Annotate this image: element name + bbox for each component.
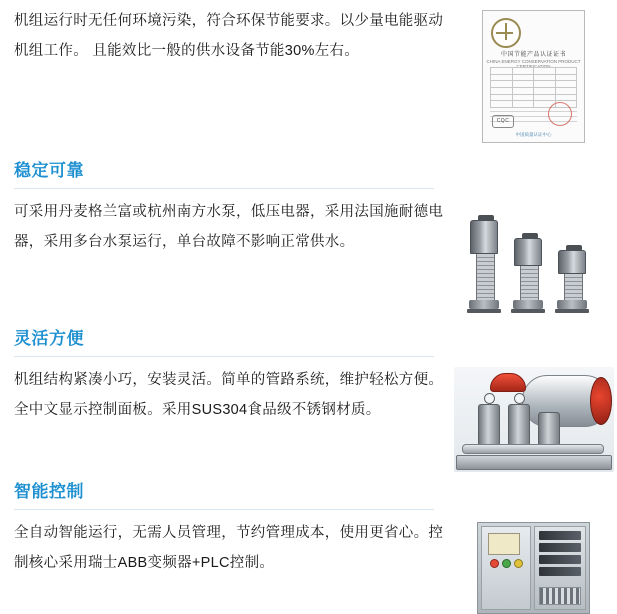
control-knob-yellow: [514, 559, 523, 568]
heading-divider: [14, 509, 434, 510]
booster-pump: [538, 412, 560, 446]
circuit-breaker: [539, 531, 581, 540]
pressure-gauge: [514, 393, 525, 404]
pump-foot: [555, 309, 589, 313]
intelligent-control-row: [0, 518, 617, 614]
pump-motor: [470, 220, 498, 254]
heading-flexible-convenient: 灵活方便: [14, 329, 84, 348]
vertical-multistage-pumps-icon: [462, 201, 605, 319]
flexible-convenient-row: [0, 365, 617, 472]
flexible-convenient-paragraph: 机组结构紧凑小巧，安装灵活。简单的管路系统，维护轻松方便。全中文显示控制面板。采用SUS304食品级不锈钢材质。: [14, 372, 444, 418]
spacer: [0, 143, 617, 161]
pump-base: [469, 300, 499, 309]
heading-intelligent-control: 智能控制: [14, 482, 84, 501]
booster-image-column: [450, 365, 617, 472]
certificate-stamp-icon: [548, 102, 572, 126]
hmi-display-panel: [488, 533, 520, 555]
certificate-subtitle: CHINA ENERGY CONSERVATION PRODUCT CERTIFICATION: [486, 59, 581, 69]
base-skid: [456, 455, 612, 470]
circuit-breaker: [539, 555, 581, 564]
certificate-image-column: [450, 6, 617, 143]
pump-stack: [520, 266, 539, 300]
intro-paragraph: 机组运行时无任何环境污染，符合环保节能要求。以少量电能驱动机组工作。 且能效比一般的供水设备节能30%左右。: [14, 13, 444, 59]
circuit-breaker: [539, 543, 581, 552]
certificate-footer: 中国质量认证中心: [515, 132, 552, 137]
red-valve-cap: [490, 373, 526, 392]
circuit-breaker: [539, 567, 581, 576]
control-knob-red: [490, 559, 499, 568]
section-flexible-convenient: [0, 329, 617, 472]
pump-unit-large: [470, 215, 501, 313]
pressure-gauge: [484, 393, 495, 404]
intelligent-control-paragraph: 全自动智能运行，无需人员管理，节约管理成本，使用更省心。控制核心采用瑞士ABB变频器+PLC控制。: [14, 525, 444, 571]
cabinet-image-column: [450, 518, 617, 614]
pump-unit-small: [558, 245, 589, 313]
heading-divider: [14, 356, 434, 357]
pump-unit-medium: [514, 233, 545, 313]
section-intelligent-control: [0, 482, 617, 614]
control-knob-green: [502, 559, 511, 568]
pump-stack: [476, 254, 495, 300]
flexible-convenient-text-column: [0, 365, 450, 425]
cabinet-door: [481, 526, 531, 610]
booster-pump: [478, 404, 500, 446]
stable-reliable-paragraph: 可采用丹麦格兰富或杭州南方水泵，低压电器，采用法国施耐德电器，采用多台水泵运行，单台故障不影响正常供水。: [14, 204, 444, 250]
plc-control-cabinet-icon: [477, 522, 590, 614]
stable-reliable-row: [0, 197, 617, 319]
certificate-seal-icon: [491, 18, 521, 48]
intro-text-column: [0, 6, 450, 66]
pump-base: [513, 300, 543, 309]
cabinet-interior: [534, 526, 586, 610]
heading-divider: [14, 188, 434, 189]
certificate-badge: CQC: [492, 115, 514, 128]
section-stable-reliable: [0, 161, 617, 319]
certificate-title: 中国节能产品认证证书: [500, 52, 566, 58]
pump-foot: [511, 309, 545, 313]
tank-end-cap: [590, 377, 612, 425]
spacer: [0, 472, 617, 482]
terminal-block: [539, 587, 581, 605]
stainless-steel-booster-unit-icon: [454, 367, 614, 472]
pump-base: [557, 300, 587, 309]
intelligent-control-text-column: [0, 518, 450, 578]
spacer: [0, 319, 617, 329]
pumps-image-column: [450, 197, 617, 319]
stable-reliable-text-column: [0, 197, 450, 257]
pump-stack: [564, 274, 583, 300]
pipe-manifold: [462, 444, 604, 454]
energy-saving-certificate-icon: [482, 10, 585, 143]
pump-motor: [558, 250, 586, 274]
pump-foot: [467, 309, 501, 313]
booster-pump: [508, 404, 530, 446]
pump-motor: [514, 238, 542, 266]
section-intro: [0, 0, 617, 143]
heading-stable-reliable: 稳定可靠: [14, 161, 84, 180]
